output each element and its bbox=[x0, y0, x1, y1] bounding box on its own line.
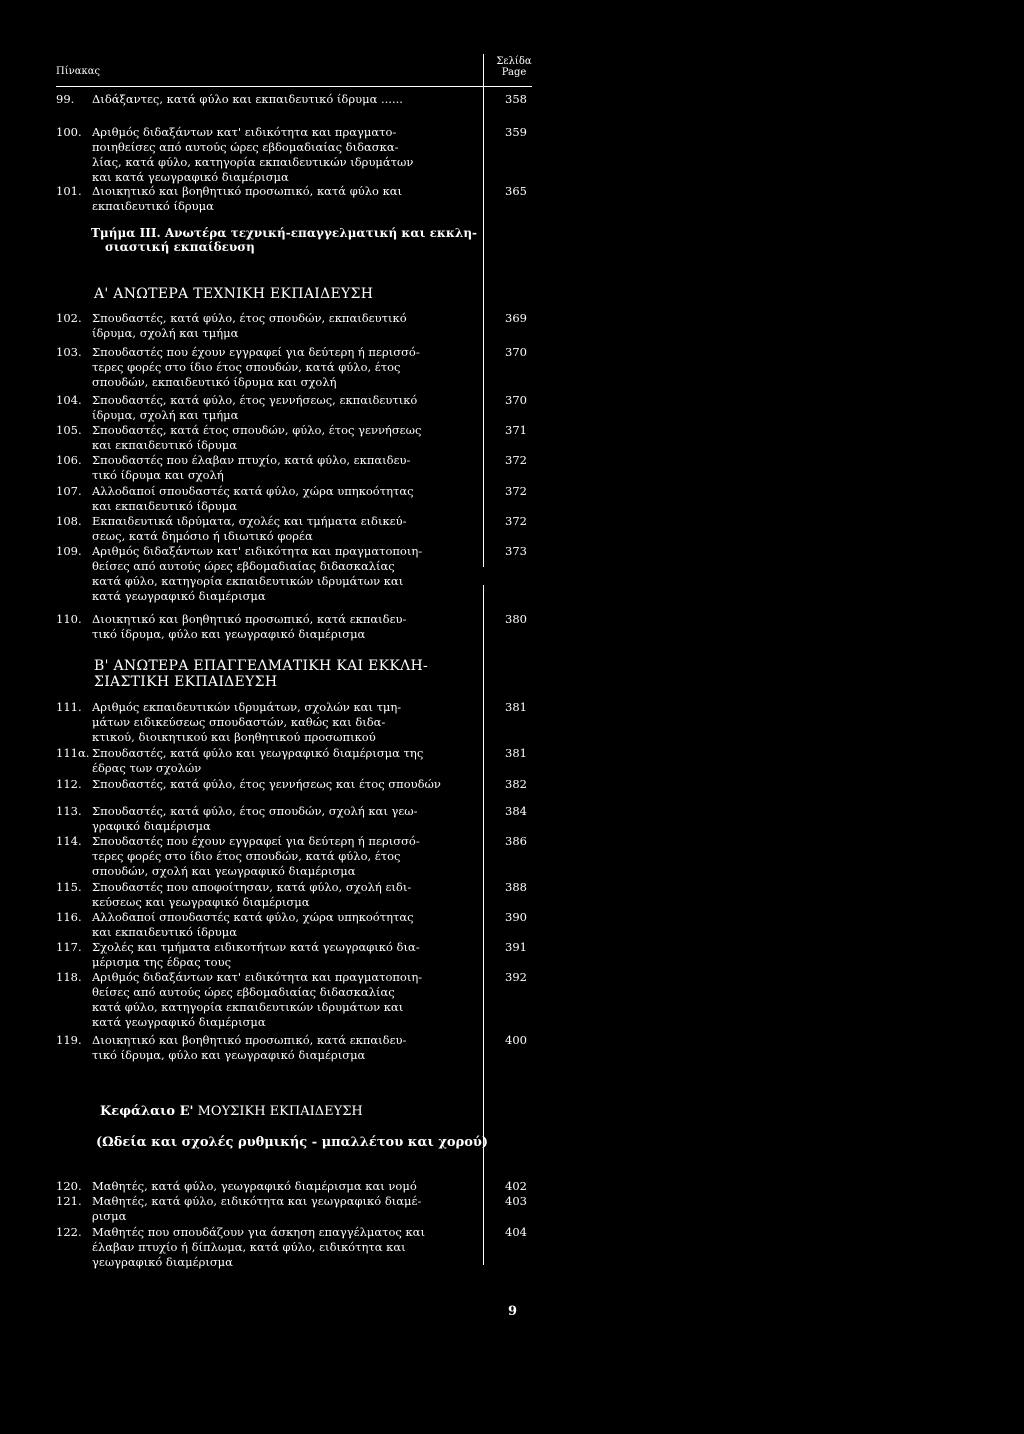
entry-number: 110. bbox=[56, 612, 82, 626]
entry-number: 117. bbox=[56, 940, 82, 954]
entry-page: 388 bbox=[505, 880, 527, 894]
entry-title: Διοικητικό και βοηθητικό προσωπικό, κατά εκπαιδευ- τικό ίδρυμα, φύλο και γεωγραφικό διαμέρισμα bbox=[92, 1033, 407, 1062]
chapter-title: ΜΟΥΣΙΚΗ ΕΚΠΑΙΔΕΥΣΗ bbox=[197, 1104, 363, 1119]
entry-page: 370 bbox=[505, 345, 527, 359]
part-title-line1: Τμήμα ΙΙΙ. Ανωτέρα τεχνική-επαγγελματική και εκκλη- bbox=[91, 226, 478, 240]
entry-page: 372 bbox=[505, 514, 527, 528]
entry-title: Αλλοδαποί σπουδαστές κατά φύλο, χώρα υπηκοότητας και εκπαιδευτικό ίδρυμα bbox=[92, 484, 414, 513]
section-b-title bbox=[94, 658, 428, 690]
entry-number: 111α. bbox=[56, 746, 90, 760]
entry-page: 390 bbox=[505, 910, 527, 924]
entry-number: 114. bbox=[56, 834, 82, 848]
entry-number: 119. bbox=[56, 1033, 82, 1047]
entry-page: 384 bbox=[505, 804, 527, 818]
entry-title: Εκπαιδευτικά ιδρύματα, σχολές και τμήματα ειδικεύ- σεως, κατά δημόσιο ή ιδιωτικό φορέα bbox=[92, 514, 407, 543]
entry-page: 372 bbox=[505, 484, 527, 498]
entry-number: 103. bbox=[56, 345, 82, 359]
entry-page: 386 bbox=[505, 834, 527, 848]
entry-number: 122. bbox=[56, 1225, 82, 1239]
entry-number: 111. bbox=[56, 700, 82, 714]
entry-title: Διοικητικό και βοηθητικό προσωπικό, κατά φύλο και εκπαιδευτικό ίδρυμα bbox=[92, 184, 403, 213]
entry-number: 107. bbox=[56, 484, 82, 498]
entry-title: Διδάξαντες, κατά φύλο και εκπαιδευτικό ίδρυμα ...... bbox=[92, 92, 403, 106]
header-page-label bbox=[494, 56, 534, 78]
header-rule bbox=[56, 86, 532, 87]
entry-page: 372 bbox=[505, 453, 527, 467]
entry-title: Σπουδαστές, κατά φύλο, έτος σπουδών, εκπαιδευτικό ίδρυμα, σχολή και τμήμα bbox=[92, 311, 407, 340]
entry-title: Αριθμός διδαξάντων κατ' ειδικότητα και πραγματοποιη- θείσες από αυτούς ώρες εβδομαδιαίας διδασκαλίας κατά φύλο, κατηγορία εκπαιδευτικών ιδρυμάτων και κατά γεωγραφικό διαμέρισμα bbox=[92, 970, 423, 1029]
entry-title: Διοικητικό και βοηθητικό προσωπικό, κατά εκπαιδευ- τικό ίδρυμα, φύλο και γεωγραφικό διαμέρισμα bbox=[92, 612, 407, 641]
entry-number: 109. bbox=[56, 544, 82, 558]
entry-page: 402 bbox=[505, 1179, 527, 1193]
entry-number: 121. bbox=[56, 1194, 82, 1208]
entry-number: 108. bbox=[56, 514, 82, 528]
chapter-subtitle: (Ωδεία και σχολές ρυθμικής - μπαλλέτου και χορού) bbox=[96, 1135, 489, 1150]
entry-page: 359 bbox=[505, 125, 527, 139]
entry-number: 99. bbox=[56, 92, 75, 106]
entry-title: Σπουδαστές, κατά φύλο και γεωγραφικό διαμέρισμα της έδρας των σχολών bbox=[92, 746, 424, 775]
entry-number: 100. bbox=[56, 125, 82, 139]
entry-number: 118. bbox=[56, 970, 82, 984]
entry-title: Αλλοδαποί σπουδαστές κατά φύλο, χώρα υπηκοότητας και εκπαιδευτικό ίδρυμα bbox=[92, 910, 414, 939]
section-b-title-line1: Β' ΑΝΩΤΕΡΑ ΕΠΑΓΓΕΛΜΑΤΙΚΗ ΚΑΙ ΕΚΚΛΗ- bbox=[94, 658, 429, 674]
entry-page: 371 bbox=[505, 423, 527, 437]
entry-number: 113. bbox=[56, 804, 82, 818]
part-title-line2: σιαστική εκπαίδευση bbox=[105, 240, 255, 254]
entry-number: 104. bbox=[56, 393, 82, 407]
entry-page: 382 bbox=[505, 777, 527, 791]
entry-title: Σπουδαστές, κατά φύλο, έτος σπουδών, σχολή και γεω- γραφικό διαμέρισμα bbox=[92, 804, 418, 833]
part-title bbox=[91, 226, 477, 254]
entry-number: 120. bbox=[56, 1179, 82, 1193]
chapter-heading bbox=[100, 1104, 363, 1119]
entry-title: Σπουδαστές που έχουν εγγραφεί για δεύτερη ή περισσό- τερες φορές στο ίδιο έτος σπουδών, κατά φύλο, έτος σπουδών, εκπαιδευτικό ίδρυμα και σχολή bbox=[92, 345, 420, 389]
entry-number: 106. bbox=[56, 453, 82, 467]
entry-title: Μαθητές, κατά φύλο, ειδικότητα και γεωγραφικό διαμέ- ρισμα bbox=[92, 1194, 422, 1223]
entry-page: 400 bbox=[505, 1033, 527, 1047]
entry-number: 115. bbox=[56, 880, 82, 894]
entry-page: 380 bbox=[505, 612, 527, 626]
chapter-label: Κεφάλαιο Ε' bbox=[100, 1104, 194, 1119]
entry-title: Σπουδαστές, κατά έτος σπουδών, φύλο, έτος γεννήσεως και εκπαιδευτικό ίδρυμα bbox=[92, 423, 422, 452]
entry-title: Σπουδαστές, κατά φύλο, έτος γεννήσεως, εκπαιδευτικό ίδρυμα, σχολή και τμήμα bbox=[92, 393, 418, 422]
entry-page: 381 bbox=[505, 700, 527, 714]
entry-page: 369 bbox=[505, 311, 527, 325]
entry-title: Σπουδαστές που έχουν εγγραφεί για δεύτερη ή περισσό- τερες φορές στο ίδιο έτος σπουδών, κατά φύλο, έτος σπουδών, σχολή και γεωγραφικό διαμέρισμα bbox=[92, 834, 420, 878]
entry-page: 404 bbox=[505, 1225, 527, 1239]
entry-title: Αριθμός διδαξάντων κατ' ειδικότητα και πραγματοποιη- θείσες από αυτούς ώρες εβδομαδιαίας διδασκαλίας κατά φύλο, κατηγορία εκπαιδευτικών ιδρυμάτων και κατά γεωγραφικό διαμέρισμα bbox=[92, 544, 423, 603]
header-page-label-greek: Σελίδα bbox=[496, 56, 532, 67]
header-table-label: Πίνακας bbox=[56, 66, 101, 77]
entry-page: 381 bbox=[505, 746, 527, 760]
entry-page: 392 bbox=[505, 970, 527, 984]
entry-number: 102. bbox=[56, 311, 82, 325]
entry-page: 370 bbox=[505, 393, 527, 407]
entry-title: Μαθητές, κατά φύλο, γεωγραφικό διαμέρισμα και νομό bbox=[92, 1179, 417, 1193]
entry-page: 358 bbox=[505, 92, 527, 106]
entry-number: 112. bbox=[56, 777, 82, 791]
page-number: 9 bbox=[508, 1304, 518, 1319]
entry-title: Σχολές και τμήματα ειδικοτήτων κατά γεωγραφικό δια- μέρισμα της έδρας τους bbox=[92, 940, 420, 969]
entry-number: 105. bbox=[56, 423, 82, 437]
header-page-label-english: Page bbox=[501, 67, 527, 78]
entry-page: 391 bbox=[505, 940, 527, 954]
entry-title: Σπουδαστές που έλαβαν πτυχίο, κατά φύλο, εκπαιδευ- τικό ίδρυμα και σχολή bbox=[92, 453, 411, 482]
entry-title: Αριθμός εκπαιδευτικών ιδρυμάτων, σχολών και τμη- μάτων ειδικεύσεως σπουδαστών, καθώς και διδα- κτικού, διοικητικού και βοηθητικού προσωπικού bbox=[92, 700, 402, 744]
entry-title: Σπουδαστές που αποφοίτησαν, κατά φύλο, σχολή ειδι- κεύσεως και γεωγραφικό διαμέρισμα bbox=[92, 880, 412, 909]
entry-page: 373 bbox=[505, 544, 527, 558]
entry-title: Σπουδαστές, κατά φύλο, έτος γεννήσεως και έτος σπουδών bbox=[92, 777, 441, 791]
entry-page: 403 bbox=[505, 1194, 527, 1208]
entry-title: Μαθητές που σπουδάζουν για άσκηση επαγγέλματος και έλαβαν πτυχίο ή δίπλωμα, κατά φύλο, ειδικότητα και γεωγραφικό διαμέρισμα bbox=[92, 1225, 425, 1269]
section-b-title-line2: ΣΙΑΣΤΙΚΗ ΕΚΠΑΙΔΕΥΣΗ bbox=[94, 674, 278, 690]
entry-number: 116. bbox=[56, 910, 82, 924]
entry-title: Αριθμός διδαξάντων κατ' ειδικότητα και πραγματο- ποιηθείσες από αυτούς ώρες εβδομαδιαίας διδασκα- λίας, κατά φύλο, κατηγορία εκπαιδευτικών ιδρυμάτων και κατά γεωγραφικό διαμέρισμα bbox=[92, 125, 414, 184]
section-a-title: Α' ΑΝΩΤΕΡΑ ΤΕΧΝΙΚΗ ΕΚΠΑΙΔΕΥΣΗ bbox=[94, 286, 374, 302]
entry-page: 365 bbox=[505, 184, 527, 198]
entry-number: 101. bbox=[56, 184, 82, 198]
